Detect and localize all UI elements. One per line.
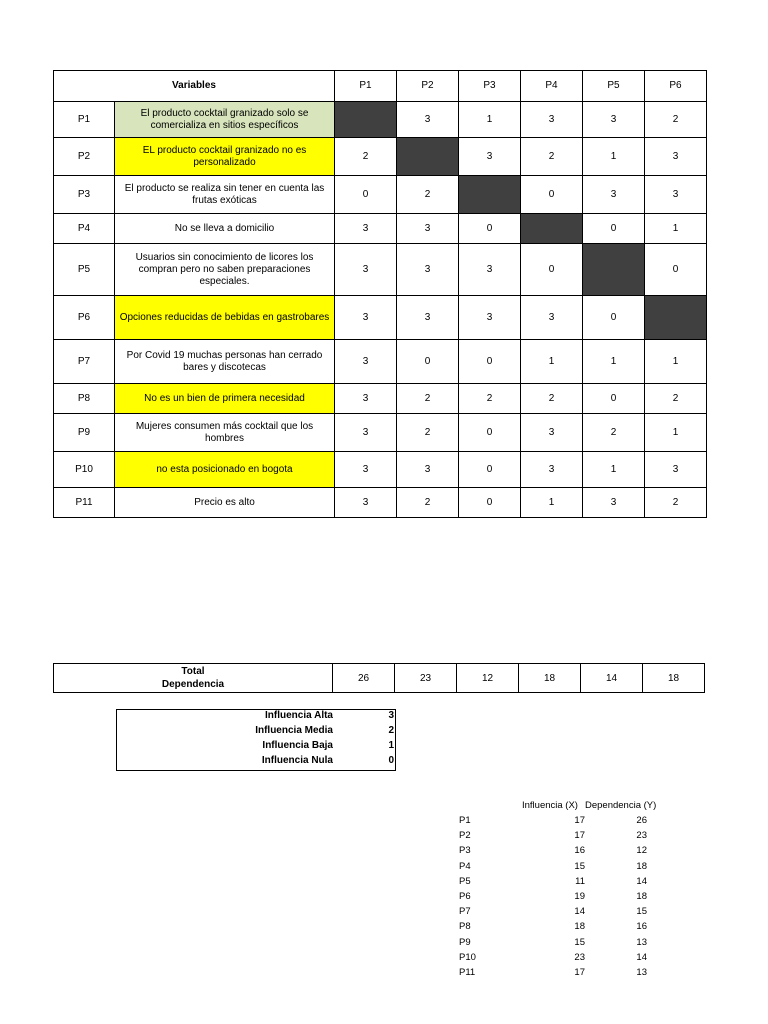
xy-y-value: 15 [636, 906, 647, 918]
matrix-cell: 1 [521, 488, 583, 518]
total-p6: 18 [643, 664, 705, 693]
row-variable-text: No se lleva a domicilio [115, 214, 335, 244]
matrix-cell: 3 [583, 102, 645, 138]
matrix-cell: 0 [459, 452, 521, 488]
matrix-cell: 3 [335, 340, 397, 384]
matrix-cell: 1 [583, 138, 645, 176]
row-id: P1 [54, 102, 115, 138]
xy-name: P9 [459, 936, 471, 948]
total-p4: 18 [519, 664, 581, 693]
xy-x-value: 11 [575, 875, 585, 887]
xy-name: P2 [459, 830, 471, 842]
legend-value: 1 [388, 740, 394, 751]
xy-y-value: 14 [636, 875, 647, 887]
xy-row [457, 876, 677, 891]
totals-table [53, 663, 705, 693]
matrix-cell: 0 [459, 340, 521, 384]
row-id: P2 [54, 138, 115, 176]
matrix-cell: 3 [335, 452, 397, 488]
row-variable-text: No es un bien de primera necesidad [115, 384, 335, 414]
xy-name: P6 [459, 891, 471, 902]
xy-row [457, 891, 677, 906]
matrix-cell: 0 [521, 176, 583, 214]
matrix-cell: 0 [583, 214, 645, 244]
xy-x-value: 17 [574, 815, 585, 826]
row-variable-text: Opciones reducidas de bebidas en gastrobares [115, 296, 335, 340]
row-id: P5 [54, 244, 115, 296]
total-p2: 23 [395, 664, 457, 693]
legend-row [117, 710, 395, 725]
matrix-row [54, 488, 707, 518]
xy-row [457, 906, 677, 921]
matrix-cell: 2 [645, 384, 707, 414]
matrix-cell: 1 [645, 214, 707, 244]
legend-name: Influencia Baja [262, 740, 333, 751]
matrix-cell: 2 [645, 102, 707, 138]
legend-value: 2 [388, 725, 394, 736]
matrix-cell: 0 [397, 340, 459, 384]
xy-name: P8 [459, 921, 471, 933]
matrix-row [54, 452, 707, 488]
diagonal-cell [459, 176, 521, 214]
xy-x-value: 17 [574, 830, 585, 842]
totals-label-line1: Total [181, 666, 205, 677]
influence-legend [116, 709, 396, 771]
matrix-cell: 2 [521, 138, 583, 176]
xy-x-value: 15 [574, 936, 585, 948]
matrix-cell: 0 [459, 214, 521, 244]
matrix-cell: 3 [397, 296, 459, 340]
row-variable-text: Por Covid 19 muchas personas han cerrado bares y discotecas [115, 340, 335, 384]
diagonal-cell [645, 296, 707, 340]
xy-row [457, 937, 677, 952]
diagonal-cell [335, 102, 397, 138]
matrix-row [54, 384, 707, 414]
matrix-cell: 3 [583, 176, 645, 214]
xy-y-value: 13 [636, 936, 647, 948]
matrix-cell: 3 [521, 414, 583, 452]
legend-name: Influencia Nula [261, 755, 333, 766]
legend-row [117, 755, 395, 770]
matrix-cell: 0 [583, 296, 645, 340]
xy-y-value: 13 [636, 967, 647, 978]
matrix-cell: 2 [397, 176, 459, 214]
matrix-header-row [54, 71, 707, 102]
xy-x-value: 23 [574, 951, 585, 963]
matrix-cell: 1 [645, 340, 707, 384]
xy-name: P11 [459, 967, 476, 978]
matrix-cell: 3 [645, 452, 707, 488]
header-p1: P1 [335, 71, 397, 102]
matrix-cell: 3 [335, 414, 397, 452]
matrix-cell: 1 [645, 414, 707, 452]
xy-x-value: 16 [574, 845, 585, 857]
xy-y-value: 26 [636, 815, 647, 826]
row-id: P3 [54, 176, 115, 214]
xy-name: P4 [459, 860, 471, 872]
xy-name: P5 [459, 875, 471, 887]
influence-matrix [53, 70, 707, 518]
matrix-cell: 1 [521, 340, 583, 384]
totals-label-line2: Dependencia [161, 679, 225, 690]
row-id: P7 [54, 340, 115, 384]
header-p5: P5 [583, 71, 645, 102]
matrix-row [54, 414, 707, 452]
xy-row [457, 845, 677, 860]
matrix-cell: 3 [459, 296, 521, 340]
matrix-cell: 2 [397, 414, 459, 452]
matrix-cell: 3 [335, 488, 397, 518]
xy-row [457, 952, 677, 967]
matrix-cell: 2 [397, 488, 459, 518]
total-p1: 26 [333, 664, 395, 693]
matrix-row [54, 176, 707, 214]
matrix-cell: 3 [335, 296, 397, 340]
legend-row [117, 725, 395, 740]
matrix-cell: 3 [397, 102, 459, 138]
matrix-cell: 1 [459, 102, 521, 138]
matrix-cell: 3 [459, 138, 521, 176]
legend-name: Influencia Alta [265, 710, 333, 721]
xy-x-value: 18 [574, 921, 585, 933]
totals-label [54, 664, 333, 693]
legend-name: Influencia Media [255, 725, 333, 736]
xy-name: P3 [459, 845, 471, 857]
row-variable-text: El producto se realiza sin tener en cuenta las frutas exóticas [115, 176, 335, 214]
matrix-cell: 3 [397, 452, 459, 488]
header-variables: Variables [54, 71, 335, 102]
xy-x-value: 15 [574, 860, 585, 872]
row-id: P8 [54, 384, 115, 414]
matrix-cell: 1 [583, 340, 645, 384]
matrix-cell: 3 [397, 214, 459, 244]
matrix-cell: 3 [335, 214, 397, 244]
header-p4: P4 [521, 71, 583, 102]
xy-name: P7 [459, 906, 471, 918]
row-variable-text: no esta posicionado en bogota [115, 452, 335, 488]
xy-y-value: 23 [636, 830, 647, 842]
matrix-cell: 0 [583, 384, 645, 414]
row-variable-text: El producto cocktail granizado solo se comercializa en sitios específicos [115, 102, 335, 138]
matrix-cell: 2 [521, 384, 583, 414]
legend-value: 3 [388, 710, 394, 721]
xy-header-x: Influencia (X) [522, 800, 578, 811]
row-variable-text: EL producto cocktail granizado no es personalizado [115, 138, 335, 176]
xy-row [457, 815, 677, 830]
xy-y-value: 18 [636, 891, 647, 902]
matrix-cell: 3 [397, 244, 459, 296]
matrix-cell: 3 [645, 138, 707, 176]
header-p6: P6 [645, 71, 707, 102]
header-p2: P2 [397, 71, 459, 102]
total-p5: 14 [581, 664, 643, 693]
matrix-cell: 2 [645, 488, 707, 518]
matrix-cell: 3 [583, 488, 645, 518]
diagonal-cell [397, 138, 459, 176]
matrix-row [54, 244, 707, 296]
legend-value: 0 [388, 755, 394, 766]
xy-name: P10 [459, 951, 476, 963]
header-p3: P3 [459, 71, 521, 102]
xy-y-value: 14 [636, 951, 647, 963]
row-id: P4 [54, 214, 115, 244]
xy-header-y: Dependencia (Y) [585, 800, 657, 811]
matrix-row [54, 102, 707, 138]
xy-row [457, 861, 677, 876]
matrix-cell: 1 [583, 452, 645, 488]
row-id: P9 [54, 414, 115, 452]
matrix-cell: 0 [459, 488, 521, 518]
matrix-cell: 0 [459, 414, 521, 452]
xy-x-value: 19 [574, 891, 585, 902]
matrix-cell: 2 [335, 138, 397, 176]
matrix-cell: 0 [335, 176, 397, 214]
diagonal-cell [521, 214, 583, 244]
matrix-cell: 3 [335, 384, 397, 414]
xy-name: P1 [459, 815, 471, 826]
xy-y-value: 16 [636, 921, 647, 933]
xy-x-value: 17 [574, 967, 585, 978]
matrix-cell: 2 [397, 384, 459, 414]
totals-row [54, 664, 705, 693]
matrix-cell: 2 [583, 414, 645, 452]
row-variable-text: Precio es alto [115, 488, 335, 518]
matrix-cell: 3 [335, 244, 397, 296]
xy-x-value: 14 [574, 906, 585, 918]
matrix-cell: 2 [459, 384, 521, 414]
matrix-cell: 3 [521, 102, 583, 138]
matrix-cell: 3 [459, 244, 521, 296]
matrix-cell: 0 [645, 244, 707, 296]
matrix-row [54, 296, 707, 340]
row-id: P6 [54, 296, 115, 340]
row-variable-text: Mujeres consumen más cocktail que los hombres [115, 414, 335, 452]
row-id: P10 [54, 452, 115, 488]
xy-row [457, 967, 677, 982]
matrix-row [54, 138, 707, 176]
xy-y-value: 12 [636, 845, 647, 857]
xy-row [457, 921, 677, 936]
matrix-row [54, 214, 707, 244]
xy-row [457, 830, 677, 845]
xy-y-value: 18 [636, 860, 647, 872]
row-variable-text: Usuarios sin conocimiento de licores los compran pero no saben preparaciones especiales. [115, 244, 335, 296]
matrix-row [54, 340, 707, 384]
matrix-cell: 3 [521, 452, 583, 488]
matrix-cell: 3 [521, 296, 583, 340]
matrix-cell: 0 [521, 244, 583, 296]
total-p3: 12 [457, 664, 519, 693]
row-id: P11 [54, 488, 115, 518]
legend-row [117, 740, 395, 755]
matrix-cell: 3 [645, 176, 707, 214]
diagonal-cell [583, 244, 645, 296]
